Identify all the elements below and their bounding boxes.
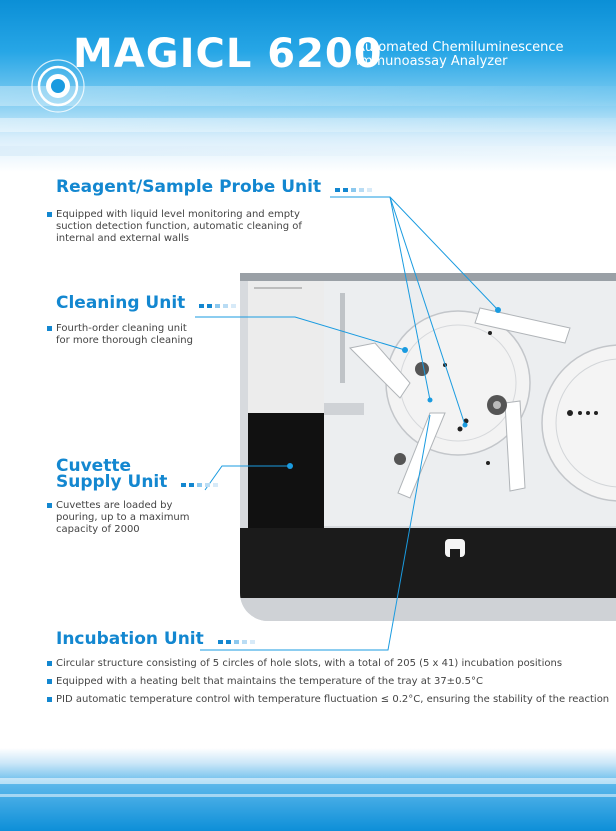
gradient-square-dots-icon — [218, 630, 258, 648]
section-title-text: Cuvette — [56, 456, 131, 476]
cuvette-unit-title — [56, 458, 221, 490]
bullet-line: suction detection function, automatic cleaning of — [56, 221, 302, 232]
subtitle-line: Automated Chemiluminescence — [356, 40, 564, 55]
subtitle-line: Immunoassay Analyzer — [356, 54, 508, 69]
incubation-bullet: Circular structure consisting of 5 circles of hole slots, with a total of 205 (5 x 41) incubation positions — [56, 658, 563, 669]
footer-stripe — [0, 794, 616, 797]
section-title-text: Cleaning Unit — [56, 293, 186, 313]
product-name: MAGICL 6200 — [73, 31, 383, 77]
bullet-line: Equipped with liquid level monitoring and empty — [56, 209, 300, 220]
incubation-bullet: Equipped with a heating belt that maintains the temperature of the tray at 37±0.5°C — [56, 676, 483, 687]
bullet-line: capacity of 2000 — [56, 524, 140, 535]
header-stripe — [0, 146, 616, 156]
incubation-bullet: PID automatic temperature control with temperature fluctuation ≤ 0.2°C, ensuring the stability of the reaction — [56, 694, 610, 705]
gradient-square-dots-icon — [181, 474, 221, 490]
footer-banner — [0, 748, 616, 831]
bullet-line: Cuvettes are loaded by — [56, 500, 173, 511]
bullet-line: Fourth-order cleaning unit — [56, 323, 187, 334]
reagent-unit-bullet — [56, 209, 302, 245]
header-stripe — [0, 86, 616, 106]
bullet-line: for more thorough cleaning — [56, 335, 193, 346]
header-banner — [0, 0, 616, 172]
section-title-text: Reagent/Sample Probe Unit — [56, 177, 322, 197]
gradient-square-dots-icon — [335, 178, 375, 196]
section-title-text: Supply Unit — [56, 472, 168, 492]
analyzer-illustration — [240, 273, 616, 621]
section-title-text: Incubation Unit — [56, 629, 204, 649]
cleaning-unit-title — [56, 294, 239, 312]
bullet-line: pouring, up to a maximum — [56, 512, 190, 523]
product-subtitle — [356, 41, 564, 69]
header-stripe — [0, 118, 616, 132]
cleaning-unit-bullet — [56, 323, 193, 347]
cuvette-unit-bullet — [56, 500, 190, 536]
reagent-unit-title — [56, 178, 375, 196]
gradient-square-dots-icon — [199, 294, 239, 312]
bullet-line: internal and external walls — [56, 233, 189, 244]
footer-stripe — [0, 778, 616, 784]
incubation-unit-title — [56, 630, 258, 648]
